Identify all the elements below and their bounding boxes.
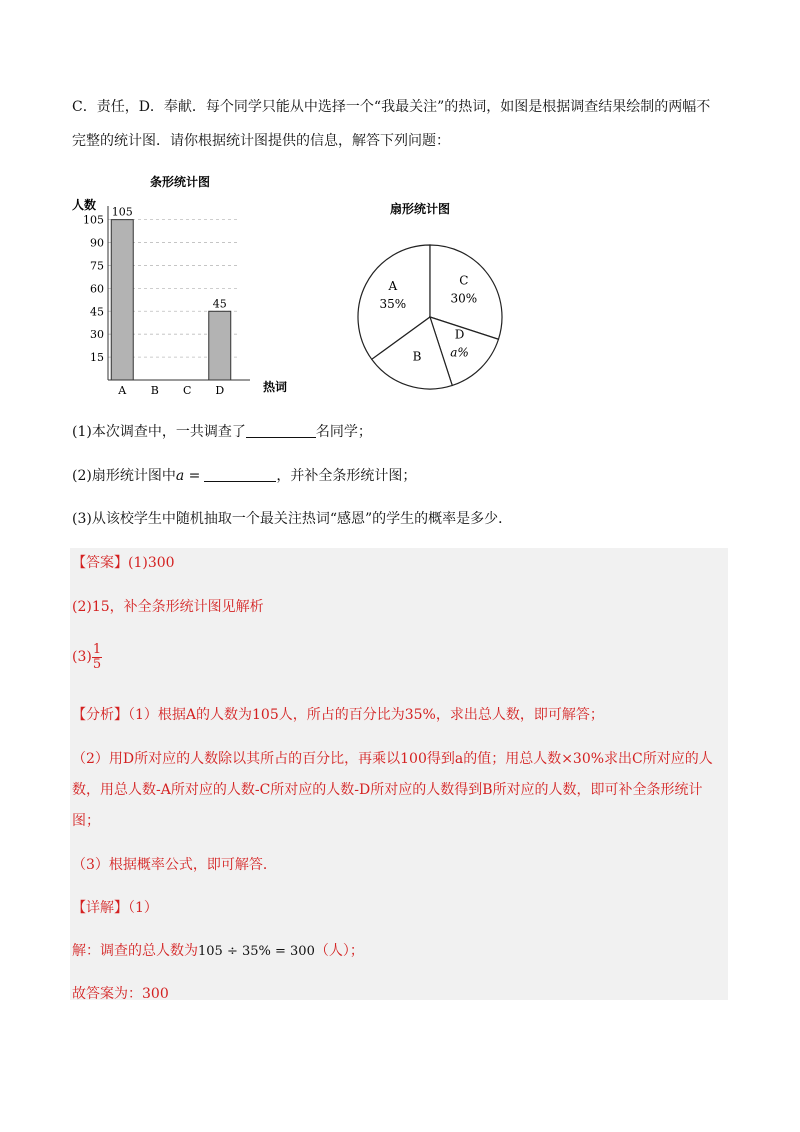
analysis-tag: 【分析】 (72, 707, 128, 723)
answer-1: (1)300 (128, 555, 175, 571)
analysis-p2-line-3: 图； (72, 813, 100, 829)
bar-chart-ylabel: 人数 (72, 198, 97, 212)
variable-a: a (175, 468, 185, 484)
pie-value-D: a% (450, 345, 469, 360)
analysis-p2-line-1: （2）用D所对应的人数除以其所占的百分比，再乘以100得到a的值；用总人数×30%求出C所对应的人 (72, 751, 713, 767)
y-tick-label: 90 (90, 236, 104, 250)
y-tick-label: 60 (90, 282, 104, 296)
question-1 (72, 422, 372, 442)
detail-formula: 105 ÷ 35% = 300 (198, 944, 315, 959)
detail-solution (72, 941, 364, 962)
y-tick-label: 45 (90, 305, 104, 319)
answer-3-label: (3) (72, 649, 92, 665)
fraction-denominator: 5 (92, 656, 102, 672)
question-1-text: (1)本次调查中，一共调查了 (72, 424, 246, 440)
y-tick-label: 30 (90, 328, 104, 342)
bar-A (111, 220, 133, 380)
pie-value-A: 35% (379, 297, 407, 312)
bar-data-label-A: 105 (111, 205, 133, 219)
answer-3-fraction (92, 643, 102, 672)
pie-label-D: D (454, 327, 465, 342)
fraction-numerator: 1 (92, 641, 102, 657)
question-2-suffix: ，并补全条形统计图； (276, 468, 417, 484)
detail-tag: 【详解】 (72, 900, 128, 916)
y-tick-label: 75 (90, 259, 104, 273)
pie-label-A: A (388, 279, 398, 294)
detail-solution-text: 解：调查的总人数为 (72, 943, 198, 959)
detail-final: 故答案为：300 (72, 986, 169, 1002)
answer-line-3 (72, 640, 102, 674)
detail-solution-unit: （人）； (314, 943, 364, 959)
detail-line-1 (72, 898, 158, 918)
bar-chart-xlabel: 热词 (263, 380, 288, 394)
question-1-suffix: 名同学； (315, 424, 372, 440)
analysis-p2-line-2: 数，用总人数-A所对应的人数-C所对应的人数-D所对应的人数得到B所对应的人数，即可补全条形统计 (72, 782, 703, 798)
question-2 (72, 466, 416, 486)
answer-2: (2)15，补全条形统计图见解析 (72, 599, 264, 615)
pie-chart (350, 195, 510, 395)
analysis-p1: （1）根据A的人数为105人，所占的百分比为35%，求出总人数，即可解答； (128, 707, 604, 723)
answer-tag: 【答案】 (72, 555, 128, 571)
bar-chart-title: 条形统计图 (149, 175, 211, 189)
pie-label-C: C (459, 273, 469, 288)
pie-label-B: B (412, 349, 422, 364)
x-tick-label-B: B (150, 384, 159, 397)
answer-line-1 (72, 553, 175, 573)
y-tick-label: 15 (90, 351, 104, 365)
intro-line-2: 完整的统计图．请你根据统计图提供的信息，解答下列问题： (72, 133, 450, 149)
question-3: (3)从该校学生中随机抽取一个最关注热词“感恩”的学生的概率是多少． (72, 511, 513, 527)
question-2-equals: = (184, 468, 201, 484)
question-2-text: (2)扇形统计图中 (72, 468, 176, 484)
analysis-line-1 (72, 705, 604, 725)
bar-data-label-D: 45 (212, 297, 227, 311)
pie-chart-title: 扇形统计图 (389, 202, 451, 216)
intro-line-1: C．责任，D．奉献．每个同学只能从中选择一个“我最关注”的热词，如图是根据调查结果绘制的两幅不 (72, 99, 711, 115)
analysis-p3: （3）根据概率公式，即可解答． (72, 857, 277, 873)
y-tick-label: 105 (83, 213, 104, 227)
detail-part: （1） (128, 900, 158, 916)
x-tick-label-A: A (118, 384, 127, 397)
answer-blank-2 (204, 467, 276, 482)
bar-D (209, 311, 231, 380)
x-tick-label-D: D (215, 384, 225, 397)
answer-blank-1 (246, 423, 316, 438)
bar-chart (70, 168, 310, 398)
pie-value-C: 30% (450, 291, 478, 306)
x-tick-label-C: C (183, 384, 192, 397)
